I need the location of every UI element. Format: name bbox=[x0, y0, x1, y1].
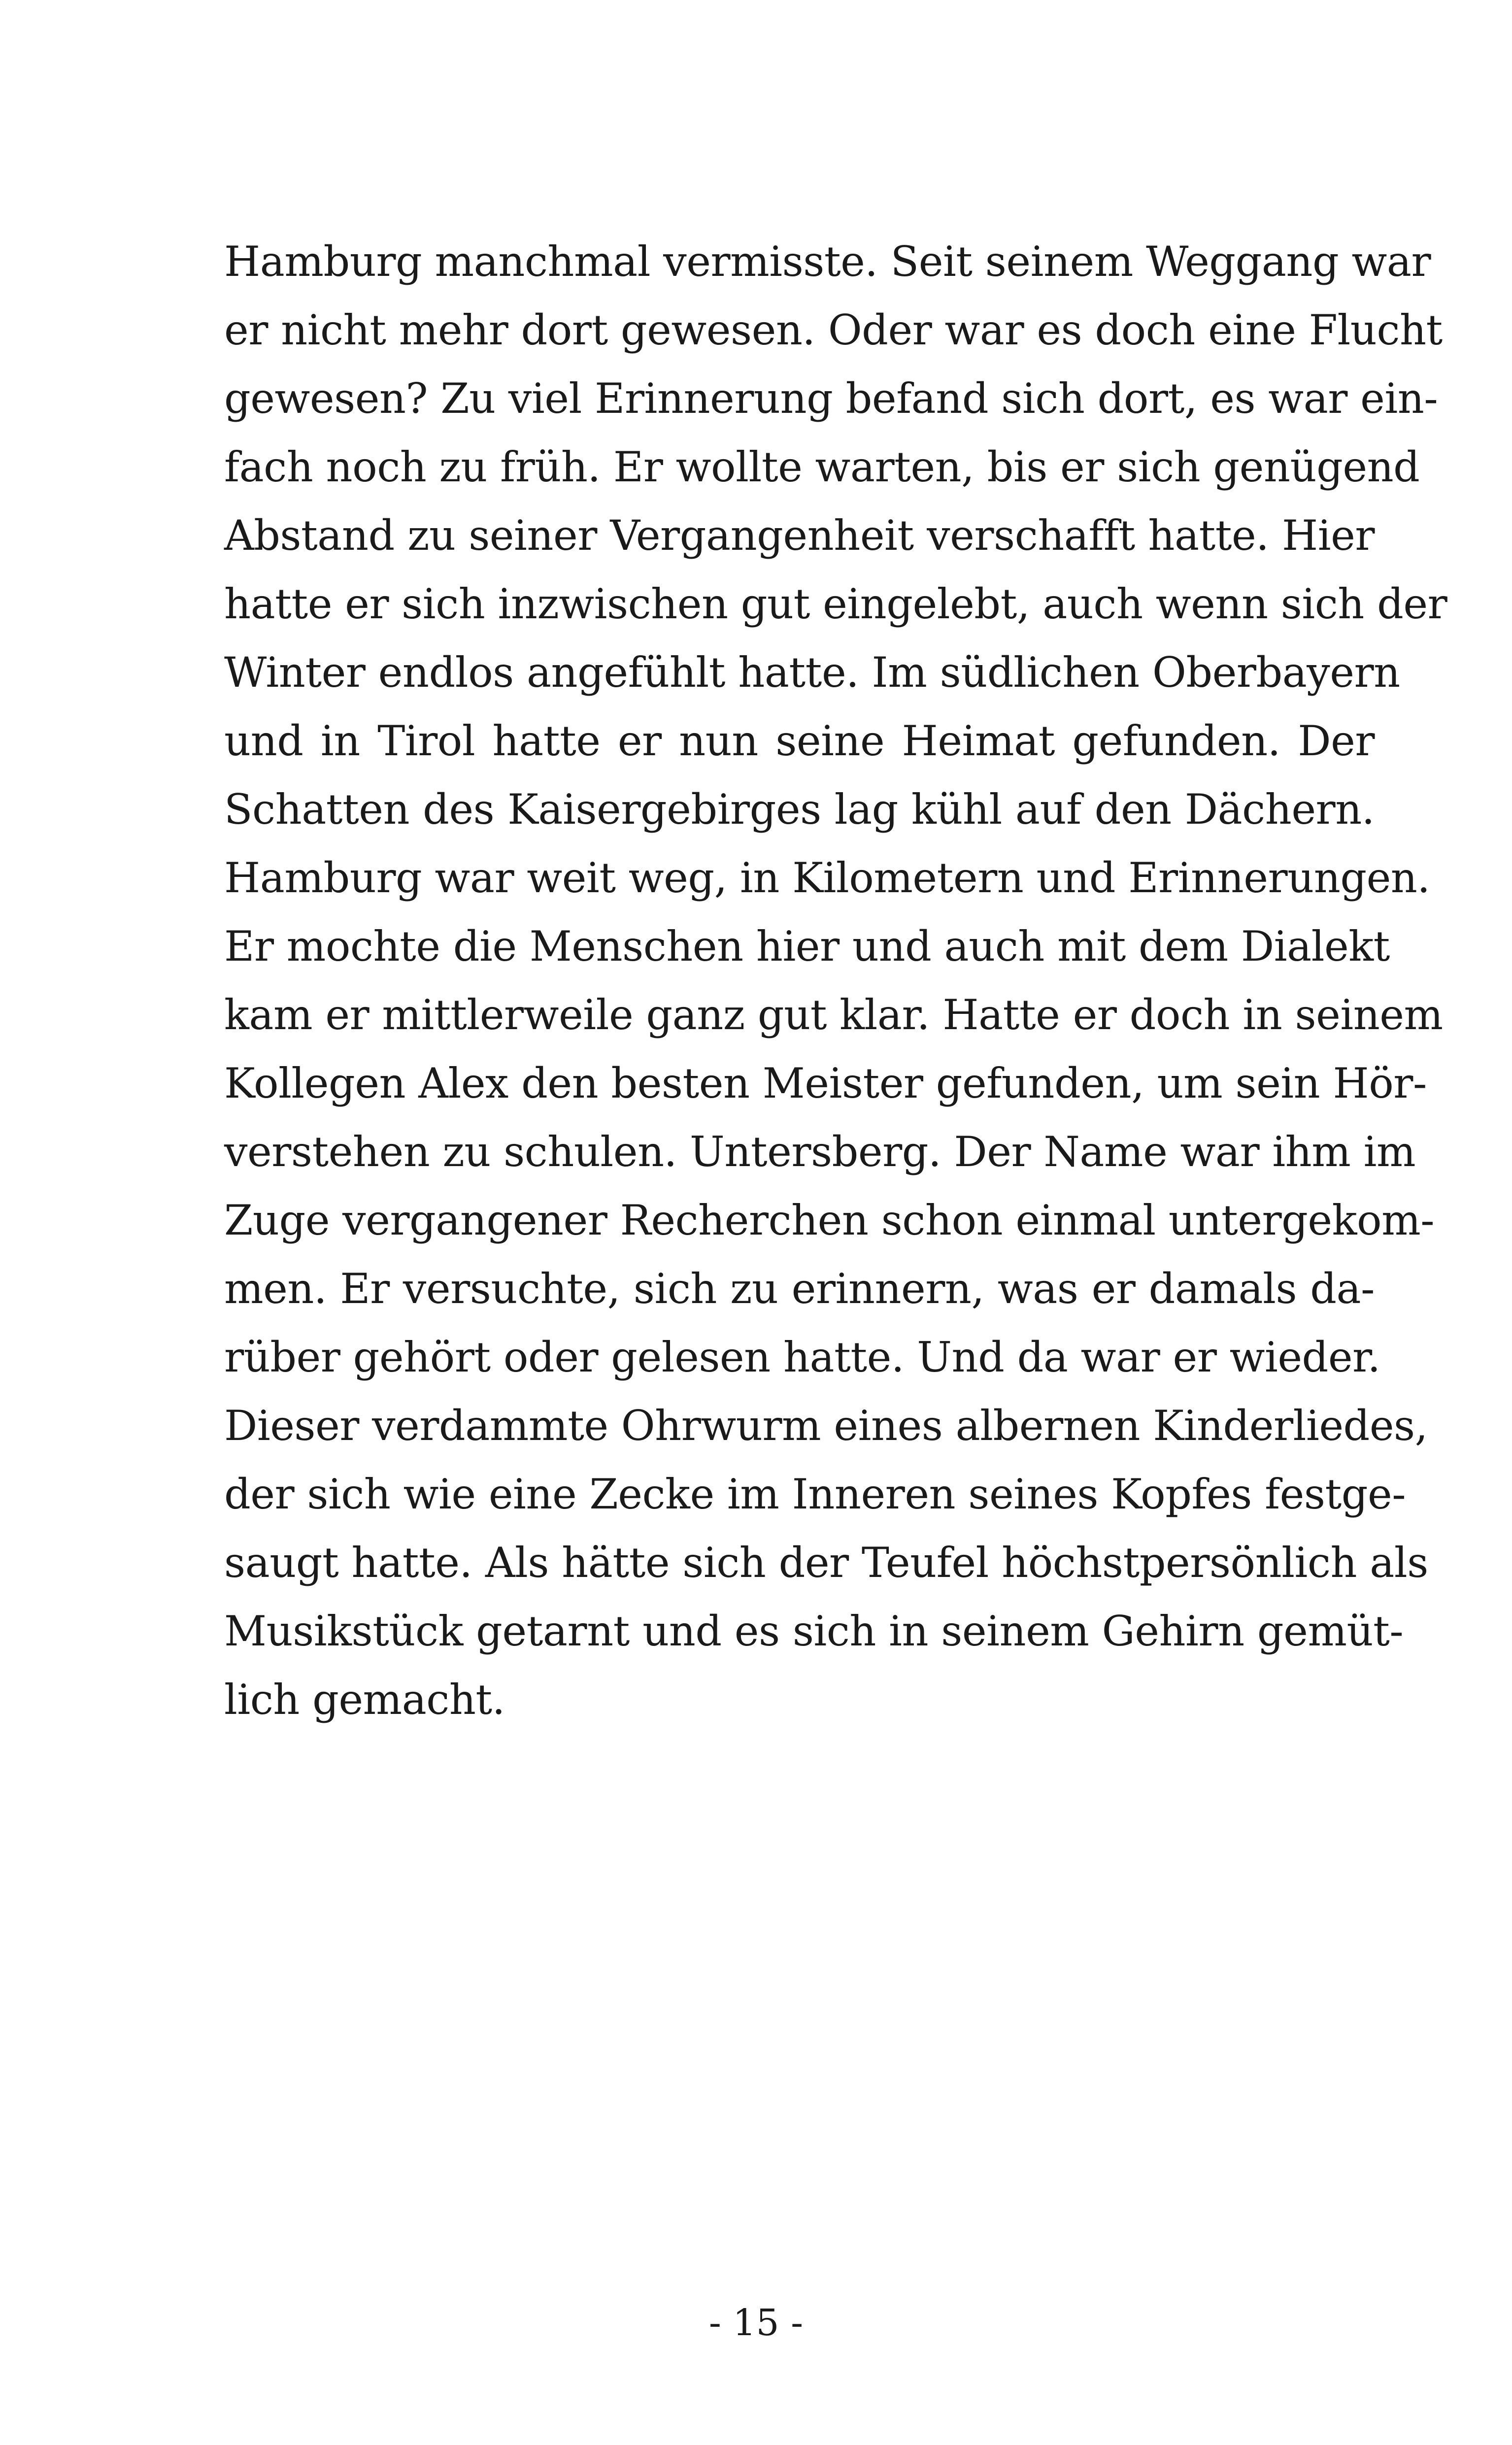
text-line: Musikstück getarnt und es sich in seinem Gehirn gemüt- bbox=[224, 1607, 1404, 1655]
text-line: saugt hatte. Als hätte sich der Teufel höchstpersönlich als bbox=[224, 1539, 1428, 1587]
text-line: kam er mittlerweile ganz gut klar. Hatte er doch in seinem bbox=[224, 991, 1443, 1039]
text-line-last: lich gemacht. bbox=[224, 1675, 505, 1724]
text-line: hatte er sich inzwischen gut eingelebt, auch wenn sich der bbox=[224, 580, 1447, 628]
text-line: Dieser verdammte Ohrwurm eines albernen Kinderliedes, bbox=[224, 1402, 1428, 1450]
text-line: Abstand zu seiner Vergangenheit verschafft hatte. Hier bbox=[224, 511, 1375, 560]
text-line: gewesen? Zu viel Erinnerung befand sich dort, es war ein- bbox=[224, 374, 1438, 423]
text-line: men. Er versuchte, sich zu erinnern, was er damals da- bbox=[224, 1265, 1375, 1313]
text-line: Kollegen Alex den besten Meister gefunden, um sein Hör- bbox=[224, 1059, 1427, 1107]
text-line: und in Tirol hatte er nun seine Heimat gefunden. Der bbox=[224, 717, 1375, 765]
text-line: fach noch zu früh. Er wollte warten, bis er sich genügend bbox=[224, 443, 1420, 491]
body-text bbox=[224, 228, 1447, 1734]
text-line: Hamburg manchmal vermisste. Seit seinem Weggang war bbox=[224, 237, 1431, 286]
page-number: - 15 - bbox=[708, 2302, 804, 2344]
text-line: rüber gehört oder gelesen hatte. Und da war er wieder. bbox=[224, 1333, 1380, 1381]
text-line: Schatten des Kaisergebirges lag kühl auf den Dächern. bbox=[224, 785, 1375, 834]
text-line: der sich wie eine Zecke im Inneren seines Kopfes festge- bbox=[224, 1470, 1406, 1518]
text-line: Hamburg war weit weg, in Kilometern und Erinnerungen. bbox=[224, 854, 1430, 902]
text-line: Winter endlos angefühlt hatte. Im südlichen Oberbayern bbox=[224, 648, 1400, 697]
text-line: Er mochte die Menschen hier und auch mit dem Dialekt bbox=[224, 922, 1390, 971]
text-line: Zuge vergangener Recherchen schon einmal untergekom- bbox=[224, 1196, 1435, 1244]
text-line: verstehen zu schulen. Untersberg. Der Name war ihm im bbox=[224, 1128, 1416, 1176]
text-line: er nicht mehr dort gewesen. Oder war es doch eine Flucht bbox=[224, 306, 1443, 354]
